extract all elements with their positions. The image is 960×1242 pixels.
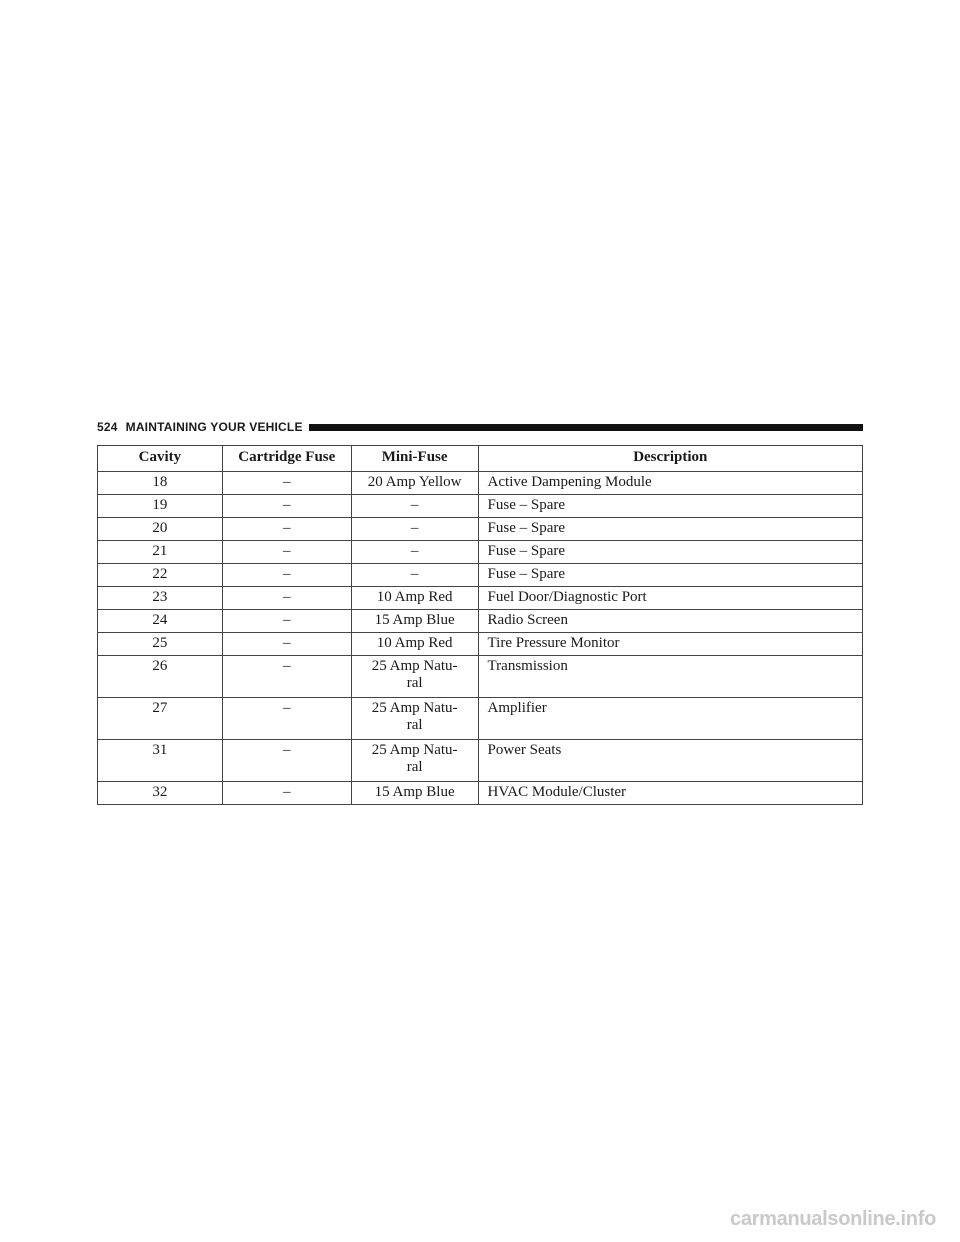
table-row [98,633,863,656]
table-row [98,698,863,740]
description-cell: HVAC Module/Cluster [478,782,862,805]
mini-fuse-cell: – [351,541,478,564]
mini-fuse-cell: 10 Amp Red [351,633,478,656]
cavity-cell: 18 [98,472,223,495]
cartridge-fuse-cell: – [222,495,351,518]
mini-fuse-cell: 15 Amp Blue [351,610,478,633]
table-row [98,472,863,495]
cartridge-fuse-cell: – [222,541,351,564]
cartridge-fuse-cell: – [222,782,351,805]
cavity-cell: 22 [98,564,223,587]
description-cell: Transmission [478,656,862,698]
cavity-cell: 31 [98,740,223,782]
description-cell: Fuse – Spare [478,495,862,518]
table-row [98,587,863,610]
description-cell: Power Seats [478,740,862,782]
cartridge-fuse-cell: – [222,587,351,610]
mini-fuse-cell: 20 Amp Yellow [351,472,478,495]
cartridge-fuse-cell: – [222,740,351,782]
description-cell: Fuse – Spare [478,541,862,564]
cartridge-fuse-cell: – [222,633,351,656]
watermark: carmanualsonline.info [730,1208,936,1230]
mini-fuse-cell: 25 Amp Natu- ral [351,698,478,740]
fuse-table [97,445,863,805]
mini-fuse-cell: – [351,495,478,518]
description-cell: Fuel Door/Diagnostic Port [478,587,862,610]
cartridge-fuse-cell: – [222,610,351,633]
mini-fuse-cell: – [351,518,478,541]
mini-fuse-cell: 10 Amp Red [351,587,478,610]
table-header-row [98,446,863,472]
table-row [98,541,863,564]
table-row [98,656,863,698]
cartridge-fuse-cell: – [222,518,351,541]
cartridge-fuse-cell: – [222,698,351,740]
table-row [98,610,863,633]
mini-fuse-cell: 25 Amp Natu- ral [351,656,478,698]
cavity-cell: 20 [98,518,223,541]
description-cell: Radio Screen [478,610,862,633]
cavity-cell: 26 [98,656,223,698]
cavity-cell: 25 [98,633,223,656]
cavity-cell: 19 [98,495,223,518]
table-row [98,495,863,518]
mini-fuse-cell: 25 Amp Natu- ral [351,740,478,782]
section-title: MAINTAINING YOUR VEHICLE [125,420,303,434]
mini-fuse-cell: 15 Amp Blue [351,782,478,805]
cartridge-fuse-cell: – [222,472,351,495]
table-row [98,518,863,541]
cavity-cell: 27 [98,698,223,740]
page-number: 524 [97,420,118,434]
description-cell: Fuse – Spare [478,518,862,541]
column-header-cavity: Cavity [98,446,223,472]
column-header-mini-fuse: Mini-Fuse [351,446,478,472]
cavity-cell: 21 [98,541,223,564]
table-row [98,782,863,805]
column-header-description: Description [478,446,862,472]
page-header [97,419,863,435]
table-row [98,740,863,782]
description-cell: Fuse – Spare [478,564,862,587]
column-header-cartridge-fuse: Cartridge Fuse [222,446,351,472]
header-rule [309,424,863,431]
description-cell: Tire Pressure Monitor [478,633,862,656]
cavity-cell: 32 [98,782,223,805]
cartridge-fuse-cell: – [222,564,351,587]
description-cell: Amplifier [478,698,862,740]
cavity-cell: 24 [98,610,223,633]
cavity-cell: 23 [98,587,223,610]
cartridge-fuse-cell: – [222,656,351,698]
mini-fuse-cell: – [351,564,478,587]
table-body [98,472,863,805]
description-cell: Active Dampening Module [478,472,862,495]
table-row [98,564,863,587]
